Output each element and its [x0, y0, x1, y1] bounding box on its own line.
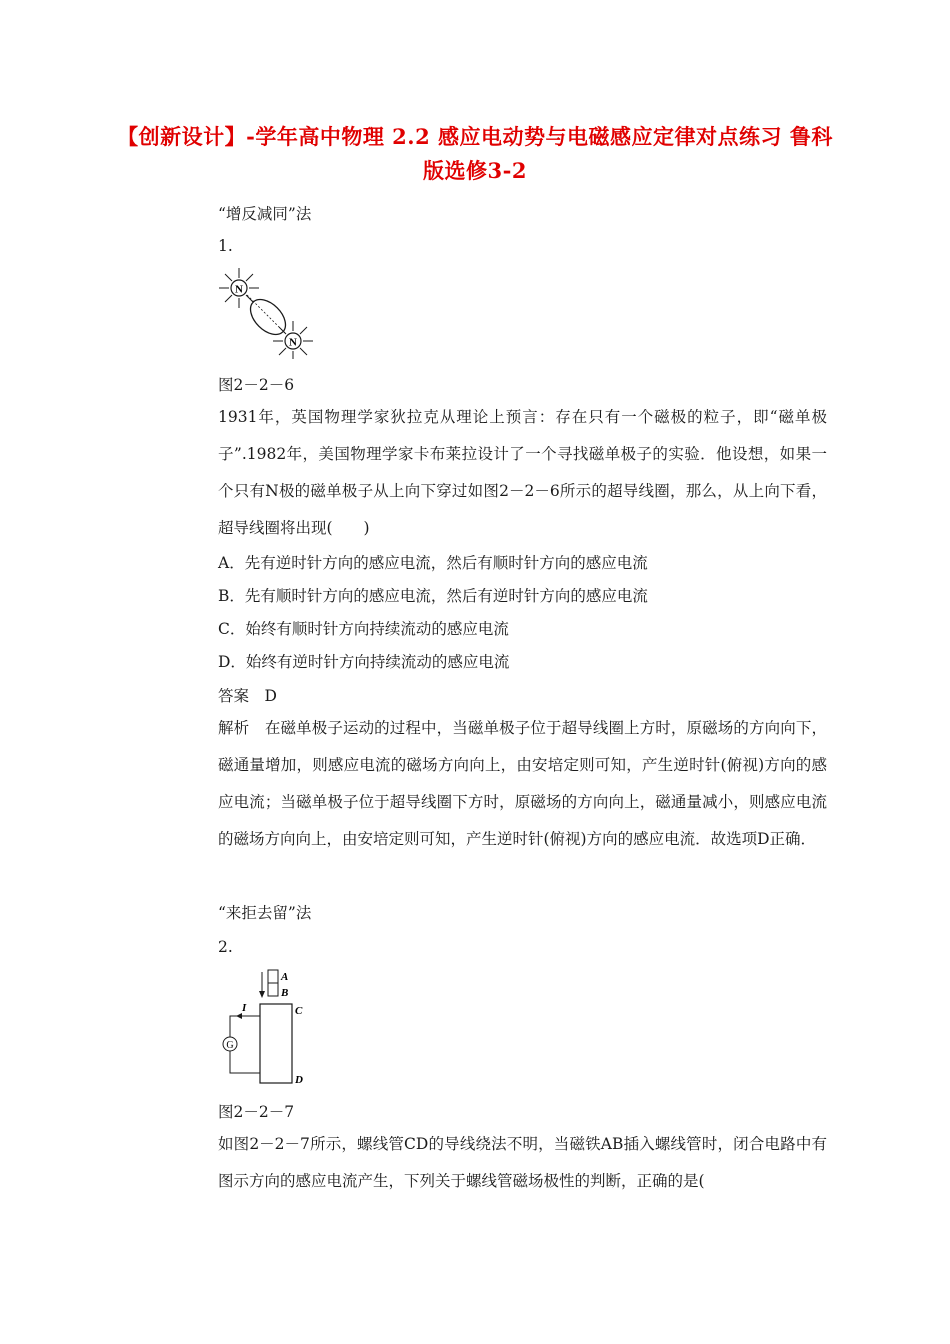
option-b: B．先有顺时针方向的感应电流，然后有逆时针方向的感应电流 [218, 587, 648, 605]
question-text-1: 1931年，英国物理学家狄拉克从理论上预言：存在只有一个磁极的粒子，即“磁单极子”.1982年，美国物理学家卡布莱拉设计了一个寻找磁单极子的实验．他设想，如果一个只有N极的磁单极子从上向下穿过如图2－2－6所示的超导线圈，那么，从上向下看，超导线圈将出现( ) [218, 408, 827, 537]
option-d: D．始终有逆时针方向持续流动的感应电流 [218, 653, 510, 671]
document-title: 【创新设计】-学年高中物理 2.2 感应电动势与电磁感应定律对点练习 鲁科版选修3-2 [117, 124, 833, 183]
question-text-2: 如图2－2－7所示，螺线管CD的导线绕法不明，当磁铁AB插入螺线管时，闭合电路中有图示方向的感应电流产生，下列关于螺线管磁场极性的判断，正确的是( [218, 1135, 827, 1190]
figure-caption-2: 图2－2－7 [218, 1103, 295, 1121]
label-c: C [295, 1005, 303, 1017]
label-i: I [242, 1002, 247, 1014]
magnet-ab [268, 970, 288, 999]
label-g: G [226, 1040, 234, 1051]
solenoid-cd [260, 1004, 292, 1083]
analysis-1: 解析 在磁单极子运动的过程中，当磁单极子位于超导线圈上方时，原磁场的方向向下，磁通量增加，则感应电流的磁场方向向上，由安培定则可知，产生逆时针(俯视)方向的感应电流；当磁单极子位于超导线圈下方时，原磁场的方向向上，磁通量减小，则感应电流的磁场方向向上，由安培定则可知，产生逆时针(俯视)方向的感应电流．故选项D正确． [218, 719, 827, 848]
section-heading-2: “来拒去留”法 [218, 904, 312, 922]
label-a: A [281, 971, 289, 983]
option-a: A．先有逆时针方向的感应电流，然后有顺时针方向的感应电流 [218, 554, 648, 572]
galvanometer-icon [223, 1037, 237, 1051]
question-number-2: 2. [218, 938, 233, 956]
pole-label-top: N [235, 283, 243, 296]
label-b: B [281, 987, 289, 999]
figure-2-2-7 [218, 966, 318, 1088]
label-d: D [295, 1074, 303, 1086]
section-heading-1: “增反减同”法 [218, 205, 312, 223]
down-arrow-icon [259, 972, 265, 998]
pole-label-bottom: N [289, 336, 297, 349]
figure-2-2-6 [215, 265, 315, 360]
option-c: C．始终有顺时针方向持续流动的感应电流 [218, 620, 509, 638]
answer-1: 答案 D [218, 687, 277, 705]
figure-caption-1: 图2－2－6 [218, 376, 295, 394]
question-number-1: 1. [218, 237, 233, 255]
